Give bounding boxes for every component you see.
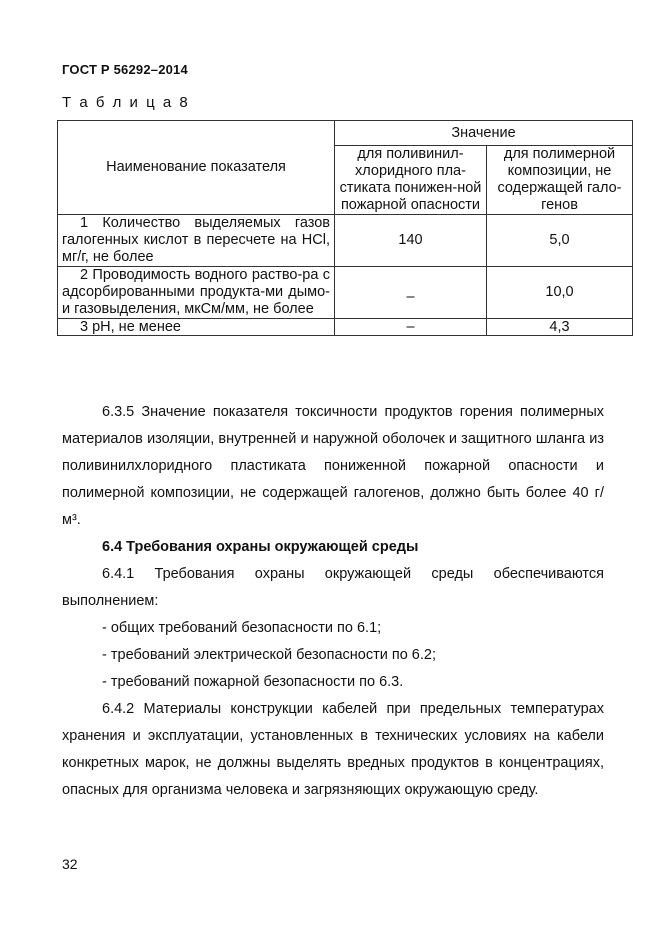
paragraph-6-4-1: 6.4.1 Требования охраны окружающей среды обеспечиваются выполнением: (62, 566, 604, 609)
column-header-name: Наименование показателя (58, 121, 335, 215)
table-caption: Т а б л и ц а 8 (62, 94, 190, 111)
column-header-polymer: для полимерной композиции, не содержащей гало-генов (487, 146, 633, 215)
cell-pvc: – (335, 267, 487, 319)
list-item: - требований электрической безопасности по 6.2; (102, 647, 436, 663)
cell-polymer: 4,3 (487, 319, 633, 336)
table-row (58, 267, 633, 319)
row-label: 2 Проводимость водного раство-ра с адсорбированными продукта-ми дымо- и газовыделения, мкСм/мм, не более (58, 267, 335, 319)
row-label: 1 Количество выделяемых газов галогенных кислот в пересчете на HCl, мг/г, не более (58, 215, 335, 267)
table-header-row (58, 121, 633, 146)
table-row (58, 319, 633, 336)
row-label: 3 pH, не менее (58, 319, 335, 336)
properties-table (57, 120, 633, 336)
table-row (58, 215, 633, 267)
column-header-value: Значение (335, 121, 633, 146)
paragraph-6-4-2: 6.4.2 Материалы конструкции кабелей при предельных температурах хранения и эксплуатации, установленных в технических условиях на кабели конкретных марок, не должны выделять вредных продуктов в концентрациях, опасных для организма человека и загрязняющих окружающую среду. (62, 701, 604, 798)
body-text (62, 399, 604, 804)
paragraph-6-3-5: 6.3.5 Значение показателя токсичности продуктов горения полимерных материалов изоляции, внутренней и наружной оболочек и защитного шланга из поливинилхлоридного пластиката пониженной пожарной опасности и полимерной композиции, не содержащей галогенов, должно быть более 40 г/м³. (62, 404, 604, 528)
section-heading-6-4: 6.4 Требования охраны окружающей среды (102, 539, 419, 555)
cell-pvc: 140 (335, 215, 487, 267)
cell-polymer: 10,0 (487, 267, 633, 319)
cell-pvc: – (335, 319, 487, 336)
cell-polymer: 5,0 (487, 215, 633, 267)
column-header-pvc: для поливинил-хлоридного пла-стиката понижен-ной пожарной опасности (335, 146, 487, 215)
page-number: 32 (62, 856, 78, 872)
list-item: - общих требований безопасности по 6.1; (102, 620, 382, 636)
list-item: - требований пожарной безопасности по 6.3. (102, 674, 404, 690)
document-code: ГОСТ Р 56292–2014 (62, 62, 188, 77)
